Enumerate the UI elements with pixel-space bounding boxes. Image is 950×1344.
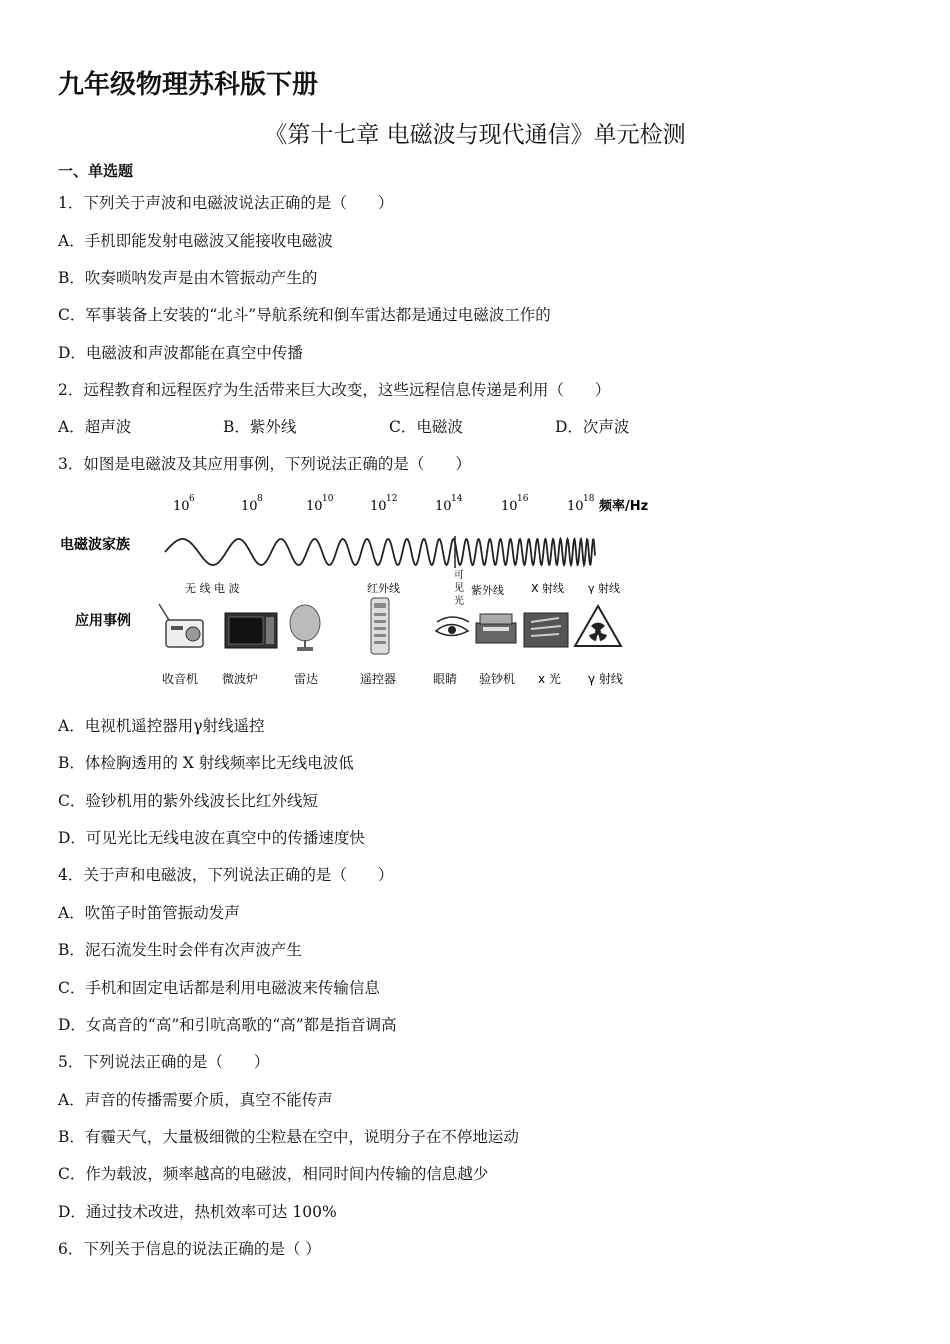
section-heading: 一、单选题 — [58, 162, 134, 180]
question-5-stem: 5．下列说法正确的是（ ） — [58, 1053, 270, 1071]
svg-text:10: 10 — [370, 499, 387, 514]
app-label-xray: x 光 — [538, 672, 561, 686]
band-label-visible-1: 可 — [454, 570, 464, 581]
question-4-stem: 4．关于声和电磁波，下列说法正确的是（ ） — [58, 866, 394, 884]
eye-icon — [436, 617, 469, 636]
question-2-option-a: A．超声波 — [58, 418, 132, 436]
svg-text:10: 10 — [567, 499, 584, 514]
question-1-option-d: D．电磁波和声波都能在真空中传播 — [58, 344, 303, 362]
svg-text:8: 8 — [257, 494, 263, 504]
band-label-gamma: γ 射线 — [588, 582, 621, 595]
freq-tick-label — [173, 494, 195, 514]
band-label-visible-3: 光 — [454, 596, 464, 607]
freq-unit-label: 频率/Hz — [599, 499, 649, 514]
page-subtitle: 《第十七章 电磁波与现代通信》单元检测 — [264, 122, 686, 148]
question-5-option-b: B．有霾天气，大量极细微的尘粒悬在空中，说明分子在不停地运动 — [58, 1128, 519, 1146]
svg-text:10: 10 — [173, 499, 190, 514]
microwave-icon — [225, 613, 277, 648]
app-label-gamma: γ 射线 — [588, 672, 623, 686]
svg-text:18: 18 — [583, 494, 595, 504]
freq-tick-label — [306, 494, 334, 514]
radio-icon — [159, 604, 203, 647]
frequency-ticks — [173, 494, 648, 514]
question-1-option-a: A．手机即能发射电磁波又能接收电磁波 — [58, 232, 333, 250]
app-label-microwave: 微波炉 — [222, 672, 259, 686]
band-label-infrared: 红外线 — [367, 582, 400, 595]
question-1-option-b: B．吹奏唢呐发声是由木管振动产生的 — [58, 269, 318, 287]
question-1-option-c: C．军事装备上安装的“北斗”导航系统和倒车雷达都是通过电磁波工作的 — [58, 306, 551, 324]
question-4-option-b: B．泥石流发生时会伴有次声波产生 — [58, 941, 302, 959]
svg-text:14: 14 — [451, 494, 463, 504]
question-5-option-a: A．声音的传播需要介质，真空不能传声 — [58, 1091, 333, 1109]
svg-text:10: 10 — [322, 494, 334, 504]
freq-tick-label — [501, 494, 529, 514]
svg-text:16: 16 — [517, 494, 529, 504]
question-2-option-d: D．次声波 — [555, 418, 630, 436]
freq-tick-label — [370, 494, 397, 514]
app-label-radio: 收音机 — [162, 672, 199, 686]
question-3-stem: 3．如图是电磁波及其应用事例，下列说法正确的是（ ） — [58, 455, 471, 473]
question-2-option-b: B．紫外线 — [223, 418, 297, 436]
svg-text:10: 10 — [435, 499, 452, 514]
question-3-option-a: A．电视机遥控器用γ射线遥控 — [58, 717, 265, 735]
svg-text:10: 10 — [241, 499, 258, 514]
question-4-option-a: A．吹笛子时笛管振动发声 — [58, 904, 240, 922]
figure-row-label-family: 电磁波家族 — [60, 537, 130, 553]
svg-text:10: 10 — [306, 499, 323, 514]
app-label-radar: 雷达 — [294, 672, 319, 686]
counterfeit-detector-icon — [476, 614, 516, 643]
question-4-option-d: D．女高音的“高”和引吭高歌的“高”都是指音调高 — [58, 1016, 397, 1034]
question-6-stem: 6．下列关于信息的说法正确的是（ ） — [58, 1240, 321, 1258]
radar-icon — [290, 605, 320, 651]
page-title: 九年级物理苏科版下册 — [58, 70, 319, 100]
question-3-option-c: C．验钞机用的紫外线波长比红外线短 — [58, 792, 318, 810]
figure-row-label-apps: 应用事例 — [75, 613, 131, 629]
question-2-option-c: C．电磁波 — [389, 418, 463, 436]
svg-text:10: 10 — [501, 499, 518, 514]
band-label-uv: 紫外线 — [471, 584, 504, 597]
remote-control-icon — [371, 598, 389, 654]
question-3-option-d: D．可见光比无线电波在真空中的传播速度快 — [58, 829, 365, 847]
em-spectrum-figure — [55, 486, 675, 696]
question-5-option-d: D．通过技术改进，热机效率可达 100% — [58, 1203, 337, 1221]
band-label-xray: X 射线 — [531, 582, 565, 595]
question-4-option-c: C．手机和固定电话都是利用电磁波来传输信息 — [58, 979, 380, 997]
band-label-visible-2: 见 — [454, 583, 464, 594]
band-label-radio: 无 线 电 波 — [185, 582, 240, 595]
freq-tick-label — [567, 494, 595, 514]
question-5-option-c: C．作为载波，频率越高的电磁波，相同时间内传输的信息越少 — [58, 1165, 489, 1183]
svg-text:6: 6 — [189, 494, 195, 504]
app-label-detector: 验钞机 — [479, 672, 516, 686]
app-label-remote: 遥控器 — [360, 672, 397, 686]
xray-film-icon — [524, 613, 568, 647]
svg-text:12: 12 — [386, 494, 398, 504]
question-3-option-b: B．体检胸透用的 X 射线频率比无线电波低 — [58, 754, 354, 772]
freq-tick-label — [435, 494, 463, 514]
em-wave-curve — [165, 539, 595, 565]
question-1-stem: 1．下列关于声波和电磁波说法正确的是（ ） — [58, 194, 394, 212]
app-label-eye: 眼睛 — [433, 672, 458, 686]
question-2-stem: 2．远程教育和远程医疗为生活带来巨大改变，这些远程信息传递是利用（ ） — [58, 381, 611, 399]
freq-tick-label — [241, 494, 263, 514]
radiation-icon — [575, 606, 621, 646]
